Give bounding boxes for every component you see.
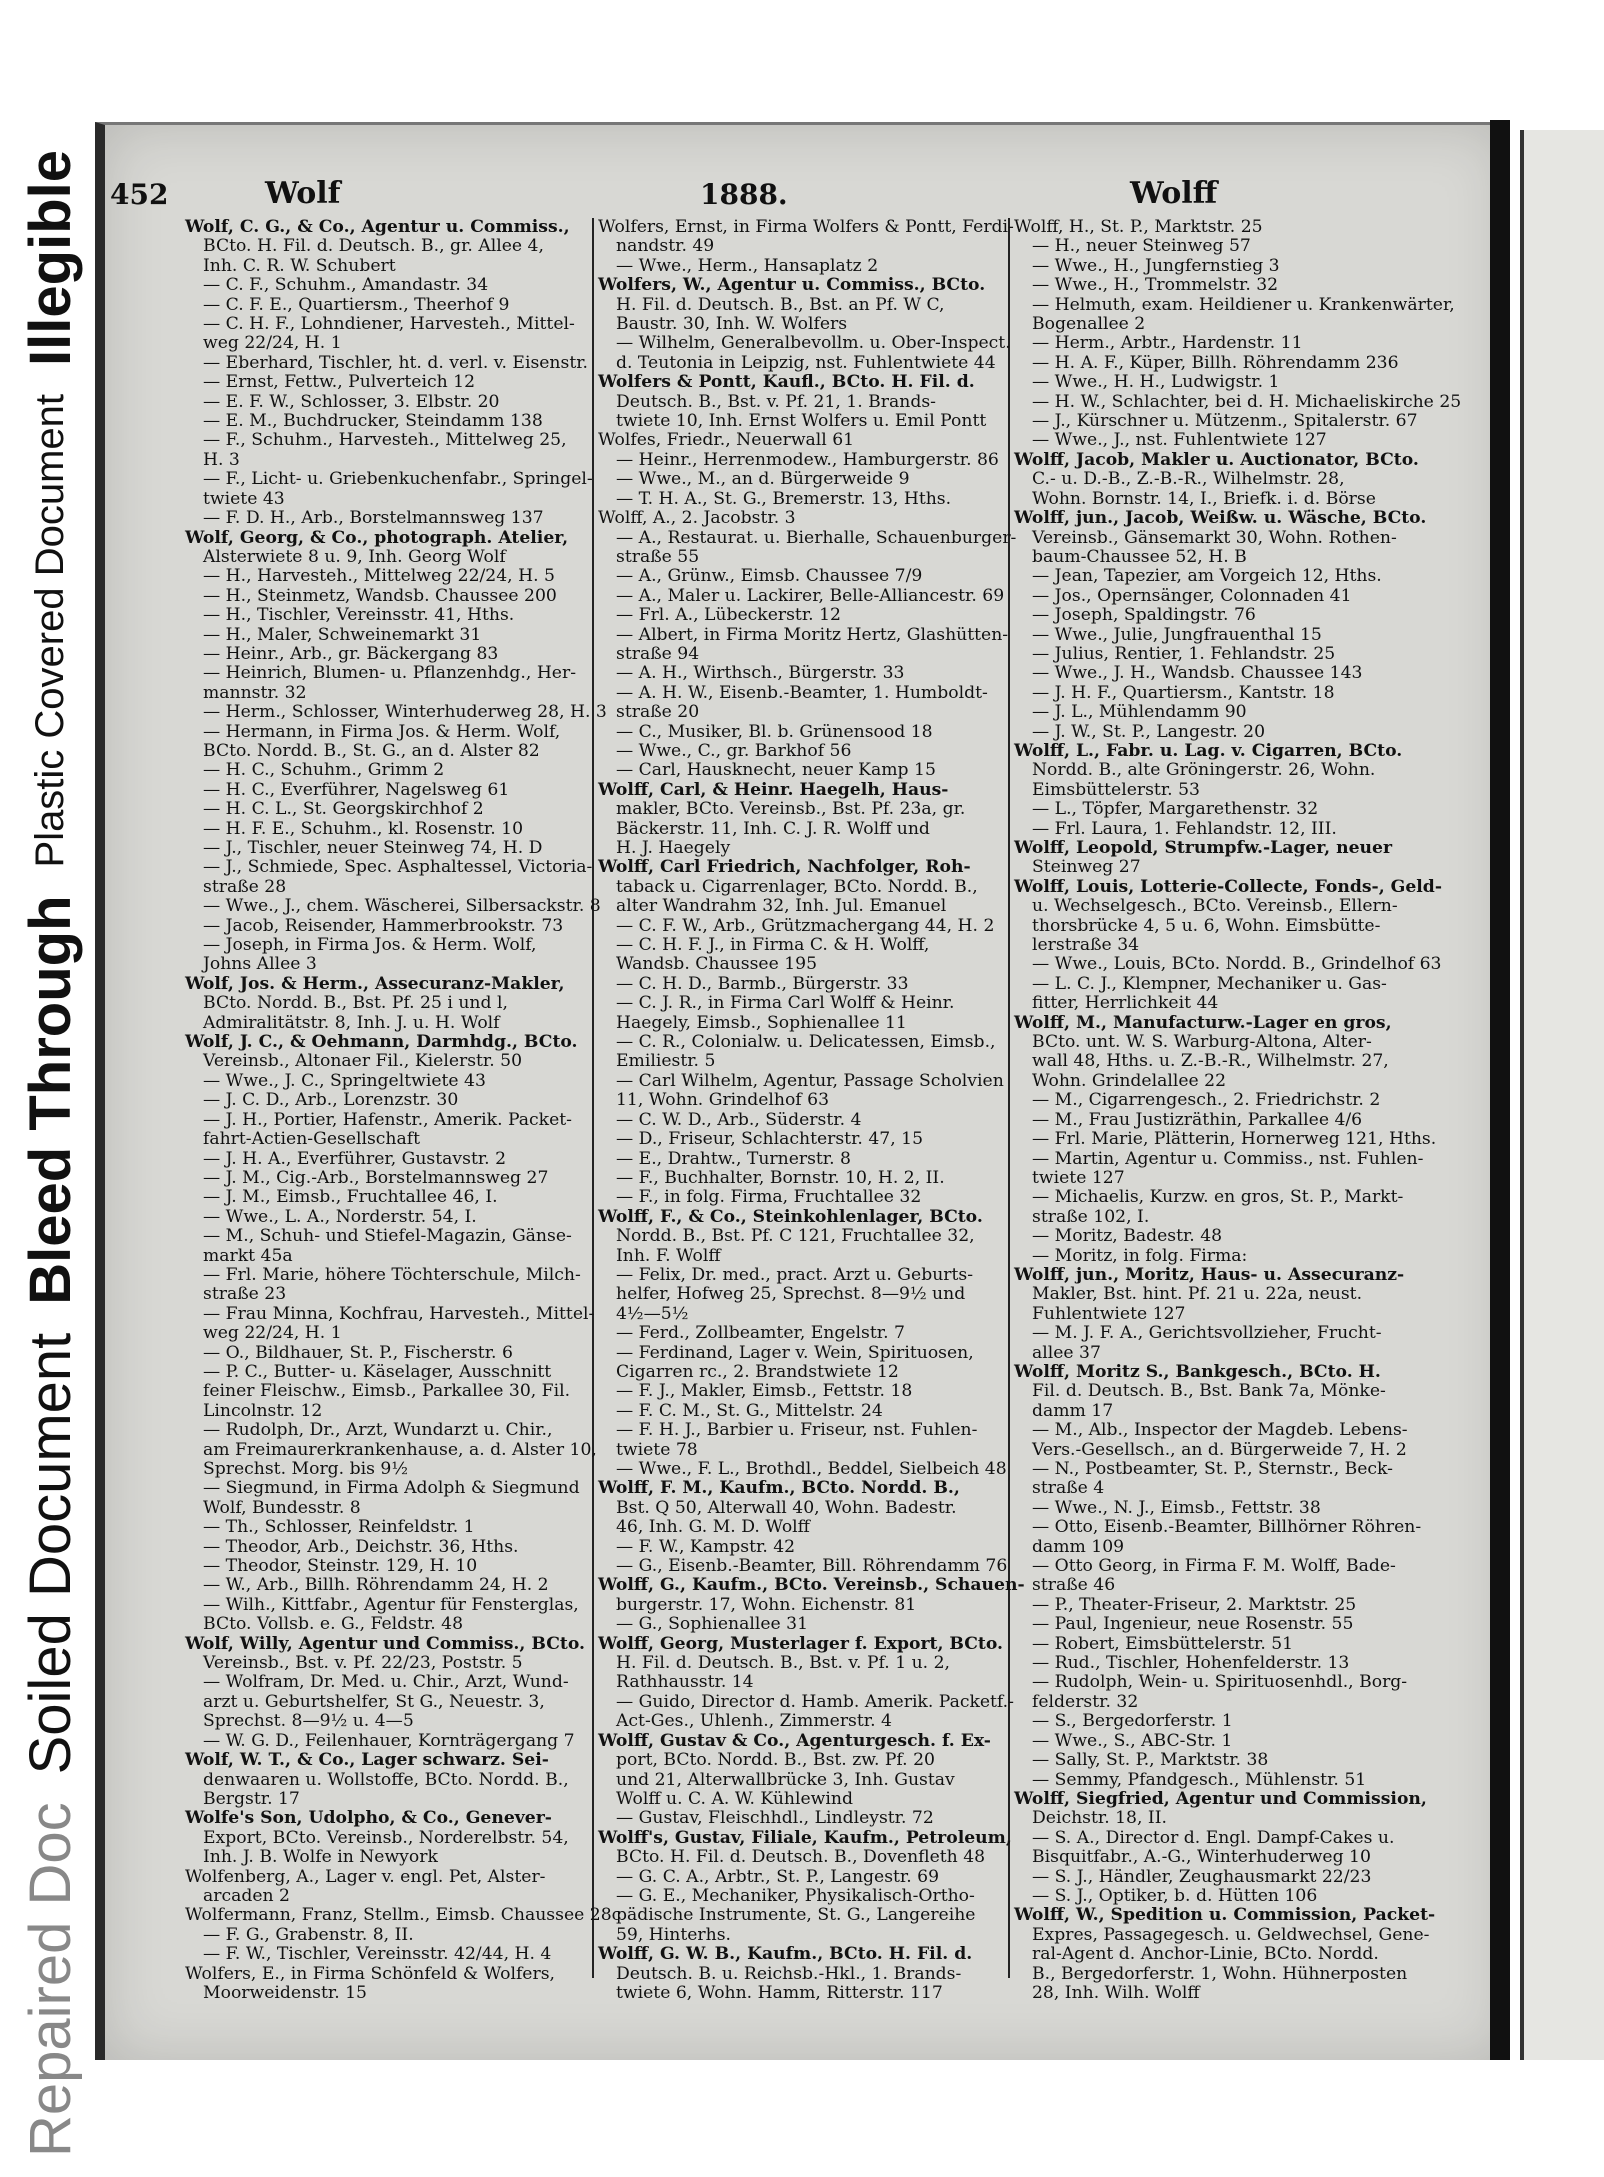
directory-entry: — Wilh., Kittfabr., Agentur für Fensterglas,: [203, 1594, 579, 1615]
directory-entry: allee 37: [1032, 1342, 1101, 1363]
directory-entry: — A., Restaurat. u. Bierhalle, Schauenburger-: [616, 527, 1017, 548]
directory-entry: Deichstr. 18, II.: [1032, 1808, 1167, 1829]
directory-entry: — Herm., Arbtr., Hardenstr. 11: [1032, 333, 1303, 354]
directory-entry: Lincolnstr. 12: [203, 1400, 323, 1421]
directory-entry: — Jean, Tapezier, am Vorgeich 12, Hths.: [1032, 566, 1382, 587]
directory-entry: — F., in folg. Firma, Fruchtallee 32: [616, 1187, 922, 1208]
directory-entry: — Heinrich, Blumen- u. Pflanzenhdg., Her-: [203, 663, 577, 684]
directory-entry: nandstr. 49: [616, 236, 715, 257]
directory-entry: Deutsch. B., Bst. v. Pf. 21, 1. Brands-: [616, 391, 936, 412]
directory-entry: — M. J. F. A., Gerichtsvollzieher, Frucht-: [1032, 1323, 1382, 1344]
directory-heading-entry: Wolff, L., Fabr. u. Lag. v. Cigarren, BCto.: [1014, 740, 1403, 761]
directory-entry: Inh. F. Wolff: [616, 1245, 721, 1266]
directory-entry: Bst. Q 50, Alterwall 40, Wohn. Badestr.: [616, 1497, 957, 1518]
directory-entry: — Heinr., Herrenmodew., Hamburgerstr. 86: [616, 449, 999, 470]
directory-entry: — F., Schuhm., Harvesteh., Mittelweg 25,: [203, 430, 567, 451]
directory-entry: — H., Steinmetz, Wandsb. Chaussee 200: [203, 585, 557, 606]
directory-entry: 46, Inh. G. M. D. Wolff: [616, 1517, 810, 1538]
directory-entry: — H. F. E., Schuhm., kl. Rosenstr. 10: [203, 818, 524, 839]
directory-heading-entry: Wolfers & Pontt, Kaufl., BCto. H. Fil. d.: [598, 372, 975, 393]
directory-entry: — Carl, Hausknecht, neuer Kamp 15: [616, 760, 936, 781]
directory-entry: straße 94: [616, 643, 700, 664]
directory-entry: Wolff, A., 2. Jacobstr. 3: [598, 508, 796, 529]
directory-entry: Deutsch. B. u. Reichsb.-Hkl., 1. Brands-: [616, 1963, 962, 1984]
directory-entry: — J., Tischler, neuer Steinweg 74, H. D: [203, 838, 543, 858]
directory-entry: — Theodor, Arb., Deichstr. 36, Hths.: [203, 1536, 519, 1557]
directory-entry: weg 22/24, H. 1: [203, 333, 342, 354]
banner-plastic-covered: Plastic Covered Document: [27, 393, 72, 868]
directory-entry: fitter, Herrlichkeit 44: [1032, 993, 1219, 1014]
directory-entry: — G., Sophienallee 31: [616, 1614, 809, 1635]
banner-illegible: Illegible: [17, 150, 83, 366]
directory-entry: — Ferd., Zollbeamter, Engelstr. 7: [616, 1323, 905, 1344]
directory-entry: C.- u. D.-B., Z.-B.-R., Wilhelmstr. 28,: [1032, 469, 1345, 490]
facing-page-edge: [1520, 130, 1604, 2060]
directory-entry: — Siegmund, in Firma Adolph & Siegmund: [203, 1478, 580, 1499]
directory-entry: straße 20: [616, 702, 700, 723]
directory-entry: twiete 43: [203, 488, 285, 509]
directory-entry: Wolf, Bundesstr. 8: [203, 1497, 361, 1518]
directory-entry: — Hermann, in Firma Jos. & Herm. Wolf,: [203, 721, 561, 742]
directory-entry: — Wwe., H. H., Ludwigstr. 1: [1032, 372, 1280, 393]
directory-entry: Baustr. 30, Inh. W. Wolfers: [616, 314, 848, 335]
directory-entry: BCto. Vollsb. e. G., Feldstr. 48: [203, 1614, 464, 1635]
directory-heading-entry: Wolff, Louis, Lotterie-Collecte, Fonds-, Geld-: [1014, 876, 1442, 897]
directory-entry: — J. W., St. P., Langestr. 20: [1032, 721, 1266, 742]
directory-entry: — H., Maler, Schweinemarkt 31: [203, 624, 482, 645]
directory-entry: — M., Cigarrengesch., 2. Friedrichstr. 2: [1032, 1090, 1381, 1111]
directory-entry: — E. M., Buchdrucker, Steindamm 138: [203, 411, 543, 432]
directory-entry: — Moritz, in folg. Firma:: [1032, 1245, 1248, 1266]
directory-entry: — S. J., Optiker, b. d. Hütten 106: [1032, 1885, 1318, 1906]
directory-entry: — Otto, Eisenb.-Beamter, Billhörner Röhren-: [1032, 1517, 1422, 1538]
directory-entry: — Joseph, in Firma Jos. & Herm. Wolf,: [203, 935, 537, 956]
banner-repaired: Repaired Doc: [17, 1802, 83, 2158]
directory-entry: — Wwe., J. H., Wandsb. Chaussee 143: [1032, 663, 1363, 684]
directory-entry: — F. H. J., Barbier u. Friseur, nst. Fuhlen-: [616, 1420, 978, 1441]
directory-entry: Act-Ges., Uhlenh., Zimmerstr. 4: [616, 1711, 892, 1732]
directory-heading-entry: Wolff's, Gustav, Filiale, Kaufm., Petroleum,: [598, 1827, 1012, 1848]
directory-entry: — C. W. D., Arb., Süderstr. 4: [616, 1109, 862, 1130]
directory-entry: d. Teutonia in Leipzig, nst. Fuhlentwiete 44: [616, 352, 996, 373]
directory-entry: Vereinsb., Bst. v. Pf. 22/23, Poststr. 5: [203, 1653, 523, 1674]
directory-entry: — J. L., Mühlendamm 90: [1032, 702, 1247, 723]
directory-heading-entry: Wolff, Siegfried, Agentur und Commission,: [1014, 1788, 1427, 1809]
directory-entry: — F. J., Makler, Eimsb., Fettstr. 18: [616, 1381, 913, 1402]
directory-entry: Wohn. Bornstr. 14, I., Briefk. i. d. Börse: [1032, 488, 1376, 509]
directory-entry: Wolff u. C. A. W. Kühlewind: [616, 1788, 853, 1809]
directory-entry: lerstraße 34: [1032, 935, 1140, 956]
directory-entry: H. Fil. d. Deutsch. B., Bst. an Pf. W C,: [616, 294, 945, 315]
directory-entry: — Sally, St. P., Marktstr. 38: [1032, 1750, 1269, 1771]
directory-entry: Moorweidenstr. 15: [203, 1982, 367, 2003]
directory-entry: — S. J., Händler, Zeughausmarkt 22/23: [1032, 1866, 1372, 1887]
directory-entry: BCto. H. Fil. d. Deutsch. B., Dovenfleth 48: [616, 1847, 986, 1868]
directory-entry: Sprechst. Morg. bis 9½: [203, 1459, 408, 1479]
directory-heading-entry: Wolff, jun., Moritz, Haus- u. Assecuranz-: [1014, 1264, 1405, 1285]
directory-entry: — F., Buchhalter, Bornstr. 10, H. 2, II.: [616, 1167, 945, 1188]
directory-entry: — Theodor, Steinstr. 129, H. 10: [203, 1556, 478, 1577]
directory-entry: u. Wechselgesch., BCto. Vereinsb., Ellern-: [1032, 896, 1398, 917]
directory-entry: burgerstr. 17, Wohn. Eichenstr. 81: [616, 1594, 917, 1615]
banner-bleed-through: Bleed Through: [17, 895, 83, 1305]
directory-entry: — Martin, Agentur u. Commiss., nst. Fuhlen-: [1032, 1148, 1424, 1169]
directory-heading-entry: Wolf, W. T., & Co., Lager schwarz. Sei-: [185, 1750, 549, 1771]
directory-entry: — H. C., Schuhm., Grimm 2: [203, 760, 445, 781]
directory-entry: — Julius, Rentier, 1. Fehlandstr. 25: [1032, 643, 1336, 664]
directory-entry: — J., Schmiede, Spec. Asphaltessel, Victoria-: [203, 857, 593, 878]
directory-entry: 11, Wohn. Grindelhof 63: [616, 1090, 830, 1111]
directory-entry: straße 46: [1032, 1575, 1116, 1596]
directory-entry: — H. A. F., Küper, Billh. Röhrendamm 236: [1032, 352, 1399, 373]
directory-entry: — H. C., Everführer, Nagelsweg 61: [203, 779, 510, 800]
directory-entry: — Rudolph, Wein- u. Spirituosenhdl., Borg-: [1032, 1672, 1408, 1693]
directory-entry: — Rud., Tischler, Hohenfelderstr. 13: [1032, 1653, 1350, 1674]
directory-heading-entry: Wolf, Georg, & Co., photograph. Atelier,: [185, 527, 569, 548]
directory-entry: — Wwe., H., Jungfernstieg 3: [1032, 255, 1280, 276]
directory-entry: — F. C. M., St. G., Mittelstr. 24: [616, 1400, 883, 1421]
directory-entry: Wolfenberg, A., Lager v. engl. Pet, Alster-: [185, 1866, 546, 1887]
directory-entry: ral-Agent d. Anchor-Linie, BCto. Nordd.: [1032, 1944, 1379, 1965]
directory-entry: straße 23: [203, 1284, 287, 1305]
directory-entry: Bogenallee 2: [1032, 314, 1146, 335]
directory-entry: Steinweg 27: [1032, 857, 1141, 878]
directory-entry: wall 48, Hths. u. Z.-B.-R., Wilhelmstr. 27,: [1032, 1051, 1389, 1072]
directory-entry: Eimsbüttelerstr. 53: [1032, 779, 1200, 800]
directory-entry: — Wolfram, Dr. Med. u. Chir., Arzt, Wund-: [203, 1672, 569, 1693]
directory-entry: Nordd. B., Bst. Pf. C 121, Fruchtallee 32,: [616, 1226, 975, 1247]
directory-entry: — S., Bergedorferstr. 1: [1032, 1711, 1233, 1732]
directory-entry: — A. H. W., Eisenb.-Beamter, 1. Humboldt-: [616, 682, 988, 703]
directory-entry: Wolff, H., St. P., Marktstr. 25: [1014, 217, 1263, 237]
header-right-word: Wolff: [1130, 176, 1218, 211]
directory-entry: — E., Drahtw., Turnerstr. 8: [616, 1148, 851, 1169]
directory-column-2: [598, 217, 1025, 2003]
directory-entry: — Frl. Laura, 1. Fehlandstr. 12, III.: [1032, 818, 1337, 839]
directory-entry: twiete 127: [1032, 1167, 1125, 1188]
directory-entry: — Ernst, Fettw., Pulverteich 12: [203, 372, 476, 393]
directory-entry: Wolfers, Ernst, in Firma Wolfers & Pontt, Ferdi-: [598, 217, 1014, 237]
directory-entry: Export, BCto. Vereinsb., Norderelbstr. 54,: [203, 1827, 569, 1848]
directory-entry: am Freimaurerkrankenhause, a. d. Alster 10,: [203, 1439, 597, 1460]
directory-heading-entry: Wolf, C. G., & Co., Agentur u. Commiss.,: [185, 217, 570, 237]
directory-entry: — A., Maler u. Lackirer, Belle-Alliancestr. 69: [616, 585, 1005, 606]
directory-entry: BCto. H. Fil. d. Deutsch. B., gr. Allee 4,: [203, 236, 544, 257]
directory-entry: — H. W., Schlachter, bei d. H. Michaeliskirche 25: [1032, 391, 1462, 412]
directory-entry: — F. G., Grabenstr. 8, II.: [203, 1924, 414, 1945]
directory-entry: — C. F., Schuhm., Amandastr. 34: [203, 275, 489, 296]
directory-entry: Makler, Bst. hint. Pf. 21 u. 22a, neust.: [1032, 1284, 1363, 1305]
directory-heading-entry: Wolff, F., & Co., Steinkohlenlager, BCto.: [598, 1206, 983, 1227]
directory-heading-entry: Wolf, Willy, Agentur und Commiss., BCto.: [185, 1633, 585, 1654]
directory-entry: — E. F. W., Schlosser, 3. Elbstr. 20: [203, 391, 500, 412]
directory-entry: — Wwe., J. C., Springeltwiete 43: [203, 1070, 486, 1091]
directory-entry: — Carl Wilhelm, Agentur, Passage Scholvien: [616, 1070, 1004, 1091]
directory-entry: denwaaren u. Wollstoffe, BCto. Nordd. B.,: [203, 1769, 569, 1790]
directory-entry: — Wwe., F. L., Brothdl., Beddel, Sielbeich 48: [616, 1459, 1007, 1479]
directory-column-3: [1014, 217, 1462, 2003]
directory-entry: markt 45a: [203, 1245, 293, 1266]
directory-heading-entry: Wolff, Carl, & Heinr. Haegelh, Haus-: [598, 779, 949, 800]
directory-entry: — Felix, Dr. med., pract. Arzt u. Geburts-: [616, 1264, 974, 1285]
directory-entry: — H., neuer Steinweg 57: [1032, 236, 1251, 257]
header-left-word: Wolf: [265, 176, 341, 211]
directory-entry: — Wwe., Julie, Jungfrauenthal 15: [1032, 624, 1322, 645]
directory-entry: — Eberhard, Tischler, ht. d. verl. v. Eisenstr.: [203, 352, 589, 373]
directory-entry: Bäckerstr. 11, Inh. C. J. R. Wolff und: [616, 818, 930, 839]
directory-entry: 59, Hinterhs.: [616, 1924, 732, 1945]
directory-entry: — C. J. R., in Firma Carl Wolff & Heinr.: [616, 993, 955, 1014]
directory-entry: — Paul, Ingenieur, neue Rosenstr. 55: [1032, 1614, 1354, 1635]
directory-entry: Haegely, Eimsb., Sophienallee 11: [616, 1012, 907, 1033]
directory-entry: — C. H. F. J., in Firma C. & H. Wolff,: [616, 935, 930, 956]
directory-heading-entry: Wolff, W., Spedition u. Commission, Packet-: [1014, 1905, 1436, 1926]
directory-entry: — F., Licht- u. Griebenkuchenfabr., Springel-: [203, 469, 593, 490]
directory-entry: — G., Eisenb.-Beamter, Bill. Röhrendamm 76: [616, 1556, 1008, 1577]
directory-entry: — Wwe., J., chem. Wäscherei, Silbersackstr. 8: [203, 896, 601, 917]
directory-entry: — Gustav, Fleischhdl., Lindleystr. 72: [616, 1808, 934, 1829]
directory-entry: — H., Tischler, Vereinsstr. 41, Hths.: [203, 605, 515, 626]
directory-entry: — Wwe., N. J., Eimsb., Fettstr. 38: [1032, 1497, 1321, 1518]
directory-entry: — C. F. W., Arb., Grützmachergang 44, H. 2: [616, 915, 995, 936]
directory-entry: — C., Musiker, Bl. b. Grünensood 18: [616, 721, 933, 742]
directory-heading-entry: Wolff, Moritz S., Bankgesch., BCto. H.: [1014, 1361, 1381, 1382]
directory-entry: — Wwe., Louis, BCto. Nordd. B., Grindelhof 63: [1032, 954, 1442, 975]
directory-entry: H. 3: [203, 449, 240, 470]
directory-entry: arzt u. Geburtshelfer, St G., Neuestr. 3,: [203, 1691, 545, 1712]
directory-entry: — Wwe., C., gr. Barkhof 56: [616, 740, 852, 761]
directory-entry: Bergstr. 17: [203, 1788, 300, 1809]
directory-entry: Vereinsb., Gänsemarkt 30, Wohn. Rothen-: [1032, 527, 1397, 548]
directory-entry: — Joseph, Spaldingstr. 76: [1032, 605, 1256, 626]
directory-entry: — J. H. F., Quartiersm., Kantstr. 18: [1032, 682, 1335, 703]
directory-entry: taback u. Cigarrenlager, BCto. Nordd. B.,: [616, 876, 978, 897]
directory-entry: — Otto Georg, in Firma F. M. Wolff, Bade-: [1032, 1556, 1396, 1577]
directory-entry: weg 22/24, H. 1: [203, 1323, 342, 1344]
directory-entry: Rathhausstr. 14: [616, 1672, 754, 1693]
directory-entry: — C. H. F., Lohndiener, Harvesteh., Mittel-: [203, 314, 575, 335]
directory-entry: Cigarren rc., 2. Brandstwiete 12: [616, 1361, 899, 1382]
directory-entry: — Albert, in Firma Moritz Hertz, Glashütten-: [616, 624, 1009, 645]
directory-entry: straße 55: [616, 546, 700, 567]
directory-entry: — M., Schuh- und Stiefel-Magazin, Gänse-: [203, 1226, 572, 1247]
directory-entry: — Moritz, Badestr. 48: [1032, 1226, 1223, 1247]
directory-entry: Nordd. B., alte Gröningerstr. 26, Wohn.: [1032, 760, 1376, 781]
directory-heading-entry: Wolff, F. M., Kaufm., BCto. Nordd. B.,: [598, 1478, 960, 1499]
directory-entry: — F. D. H., Arb., Borstelmannsweg 137: [203, 508, 544, 529]
directory-entry: H. Fil. d. Deutsch. B., Bst. v. Pf. 1 u. 2,: [616, 1653, 950, 1674]
directory-entry: — L., Töpfer, Margarethenstr. 32: [1032, 799, 1319, 820]
directory-heading-entry: Wolff, M., Manufacturw.-Lager en gros,: [1014, 1012, 1392, 1033]
directory-entry: — Jos., Opernsänger, Colonnaden 41: [1032, 585, 1352, 606]
directory-entry: — Frau Minna, Kochfrau, Harvesteh., Mittel-: [203, 1303, 595, 1324]
directory-heading-entry: Wolff, Leopold, Strumpfw.-Lager, neuer: [1014, 838, 1392, 858]
directory-entry: Emiliestr. 5: [616, 1051, 716, 1072]
directory-entry: straße 4: [1032, 1478, 1105, 1499]
directory-entry: port, BCto. Nordd. B., Bst. zw. Pf. 20: [616, 1750, 935, 1771]
directory-heading-entry: Wolff, Jacob, Makler u. Auctionator, BCto.: [1014, 449, 1419, 470]
directory-entry: Expres, Passagegesch. u. Geldwechsel, Gene-: [1032, 1924, 1430, 1945]
directory-heading-entry: Wolff, Georg, Musterlager f. Export, BCto.: [598, 1633, 1004, 1654]
directory-entry: Vers.-Gesellsch., an d. Bürgerweide 7, H. 2: [1032, 1439, 1407, 1460]
directory-entry: baum-Chaussee 52, H. B: [1032, 546, 1247, 567]
directory-entry: — F. W., Tischler, Vereinsstr. 42/44, H. 4: [203, 1944, 552, 1965]
directory-entry: BCto. unt. W. S. Warburg-Altona, Alter-: [1032, 1032, 1372, 1053]
page-gutter: [1490, 120, 1510, 2060]
directory-entry: damm 109: [1032, 1536, 1125, 1557]
directory-entry: — Wwe., L. A., Norderstr. 54, I.: [203, 1206, 477, 1227]
directory-entry: — Wwe., H., Trommelstr. 32: [1032, 275, 1279, 296]
directory-entry: — J. C. D., Arb., Lorenzstr. 30: [203, 1090, 459, 1111]
directory-entry: straße 28: [203, 876, 287, 897]
directory-entry: Fil. d. Deutsch. B., Bst. Bank 7a, Mönke-: [1032, 1381, 1386, 1402]
directory-entry: thorsbrücke 4, 5 u. 6, Wohn. Eimsbütte-: [1032, 915, 1381, 936]
directory-entry: — G. E., Mechaniker, Physikalisch-Ortho-: [616, 1885, 975, 1906]
directory-entry: Alsterwiete 8 u. 9, Inh. Georg Wolf: [203, 546, 506, 567]
directory-entry: Inh. J. B. Wolfe in Newyork: [203, 1847, 438, 1868]
directory-entry: 4½—5½: [616, 1303, 689, 1324]
directory-entry: und 21, Alterwallbrücke 3, Inh. Gustav: [616, 1769, 955, 1790]
directory-entry: straße 102, I.: [1032, 1206, 1150, 1227]
directory-heading-entry: Wolf, J. C., & Oehmann, Darmhdg., BCto.: [185, 1032, 578, 1053]
directory-entry: makler, BCto. Vereinsb., Bst. Pf. 23a, gr.: [616, 799, 966, 820]
directory-entry: — Robert, Eimsbüttelerstr. 51: [1032, 1633, 1294, 1654]
directory-heading-entry: Wolff, Gustav & Co., Agenturgesch. f. Ex-: [598, 1730, 991, 1751]
directory-entry: twiete 10, Inh. Ernst Wolfers u. Emil Pontt: [616, 411, 987, 432]
directory-entry: — Wwe., S., ABC-Str. 1: [1032, 1730, 1233, 1751]
directory-entry: — Guido, Director d. Hamb. Amerik. Packetf.-: [616, 1691, 1014, 1712]
directory-entry: feiner Fleischw., Eimsb., Parkallee 30, Fil.: [203, 1381, 571, 1402]
directory-entry: damm 17: [1032, 1400, 1114, 1421]
directory-entry: — Ferdinand, Lager v. Wein, Spirituosen,: [616, 1342, 974, 1363]
directory-entry: — Frl. Marie, höhere Töchterschule, Milch-: [203, 1264, 581, 1285]
directory-entry: 28, Inh. Wilh. Wolff: [1032, 1982, 1200, 2003]
directory-entry: pädische Instrumente, St. G., Langereihe: [616, 1905, 976, 1926]
directory-entry: — J. H. A., Everführer, Gustavstr. 2: [203, 1148, 507, 1169]
directory-heading-entry: Wolfe's Son, Udolpho, & Co., Genever-: [185, 1808, 552, 1829]
directory-entry: Admiralitätstr. 8, Inh. J. u. H. Wolf: [203, 1012, 500, 1033]
directory-entry: felderstr. 32: [1032, 1691, 1139, 1712]
directory-entry: — M., Frau Justizräthin, Parkallee 4/6: [1032, 1109, 1363, 1130]
directory-entry: Wolfers, E., in Firma Schönfeld & Wolfers,: [185, 1963, 555, 1984]
header-year: 1888.: [700, 178, 788, 211]
directory-entry: — P. C., Butter- u. Käselager, Ausschnitt: [203, 1361, 552, 1382]
directory-entry: Sprechst. 8—9½ u. 4—5: [203, 1711, 414, 1732]
directory-entry: — C. R., Colonialw. u. Delicatessen, Eimsb.,: [616, 1032, 996, 1053]
directory-entry: Johns Allee 3: [203, 954, 317, 975]
directory-heading-entry: Wolf, Jos. & Herm., Assecuranz-Makler,: [185, 973, 565, 994]
directory-entry: — H., Harvesteh., Mittelweg 22/24, H. 5: [203, 566, 555, 587]
directory-entry: — C. F. E., Quartiersm., Theerhof 9: [203, 294, 510, 315]
directory-entry: Wohn. Grindelallee 22: [1032, 1070, 1227, 1091]
directory-entry: fahrt-Actien-Gesellschaft: [203, 1129, 421, 1150]
directory-entry: — Michaelis, Kurzw. en gros, St. P., Markt-: [1032, 1187, 1404, 1208]
directory-entry: — Herm., Schlosser, Winterhuderweg 28, H. 3: [203, 702, 607, 723]
directory-entry: — C. H. D., Barmb., Bürgerstr. 33: [616, 973, 909, 994]
directory-entry: — N., Postbeamter, St. P., Sternstr., Beck-: [1032, 1459, 1393, 1479]
directory-entry: twiete 6, Wohn. Hamm, Ritterstr. 117: [616, 1982, 943, 2003]
directory-entry: Wolfermann, Franz, Stellm., Eimsb. Chaussee 28c: [185, 1905, 622, 1926]
page-header: [110, 176, 1218, 218]
directory-entry: Wandsb. Chaussee 195: [616, 954, 818, 975]
directory-entry: — A., Grünw., Eimsb. Chaussee 7/9: [616, 566, 923, 587]
directory-entry: mannstr. 32: [203, 682, 307, 703]
directory-entry: — F. W., Kampstr. 42: [616, 1536, 796, 1557]
directory-entry: — T. H. A., St. G., Bremerstr. 13, Hths.: [616, 488, 952, 509]
directory-entry: — Th., Schlosser, Reinfeldstr. 1: [203, 1517, 475, 1538]
directory-entry: — Frl. A., Lübeckerstr. 12: [616, 605, 841, 626]
side-banner: [0, 150, 100, 2158]
directory-entry: — H. C. L., St. Georgskirchhof 2: [203, 799, 484, 820]
directory-entry: B., Bergedorferstr. 1, Wohn. Hühnerposten: [1032, 1963, 1408, 1984]
directory-entry: BCto. Nordd. B., St. G., an d. Alster 82: [203, 740, 540, 761]
directory-entry: alter Wandrahm 32, Inh. Jul. Emanuel: [616, 896, 947, 917]
directory-entry: — W. G. D., Feilenhauer, Kornträgergang 7: [203, 1730, 575, 1751]
directory-column-1: [185, 217, 622, 2003]
directory-heading-entry: Wolff, G. W. B., Kaufm., BCto. H. Fil. d.: [598, 1944, 973, 1965]
directory-entry: — Semmy, Pfandgesch., Mühlenstr. 51: [1032, 1769, 1367, 1790]
directory-entry: — Rudolph, Dr., Arzt, Wundarzt u. Chir.,: [203, 1420, 553, 1441]
directory-entry: Bisquitfabr., A.-G., Winterhuderweg 10: [1032, 1847, 1371, 1868]
directory-entry: — Wilhelm, Generalbevollm. u. Ober-Inspect.: [616, 333, 1011, 354]
directory-entry: — Helmuth, exam. Heildiener u. Krankenwärter,: [1032, 294, 1455, 315]
directory-entry: — O., Bildhauer, St. P., Fischerstr. 6: [203, 1342, 513, 1363]
directory-entry: helfer, Hofweg 25, Sprechst. 8—9½ und: [616, 1284, 966, 1305]
directory-entry: — J., Kürschner u. Mützenm., Spitalerstr. 67: [1032, 411, 1418, 432]
banner-soiled: Soiled Document: [17, 1332, 83, 1775]
directory-entry: Wolfes, Friedr., Neuerwall 61: [598, 430, 855, 451]
directory-entry: Vereinsb., Altonaer Fil., Kielerstr. 50: [203, 1051, 523, 1072]
directory-entry: — Jacob, Reisender, Hammerbrookstr. 73: [203, 915, 564, 936]
directory-entry: — L. C. J., Klempner, Mechaniker u. Gas-: [1032, 973, 1387, 994]
directory-heading-entry: Wolff, jun., Jacob, Weißw. u. Wäsche, BCto.: [1014, 508, 1427, 529]
directory-entry: — J. M., Eimsb., Fruchtallee 46, I.: [203, 1187, 498, 1208]
directory-entry: — Wwe., J., nst. Fuhlentwiete 127: [1032, 430, 1327, 451]
directory-entry: BCto. Nordd. B., Bst. Pf. 25 i und l,: [203, 993, 508, 1014]
directory-entry: Inh. C. R. W. Schubert: [203, 255, 396, 276]
directory-entry: — Heinr., Arb., gr. Bäckergang 83: [203, 643, 499, 664]
directory-entry: — G. C. A., Arbtr., St. P., Langestr. 69: [616, 1866, 940, 1887]
directory-entry: — M., Alb., Inspector der Magdeb. Lebens-: [1032, 1420, 1408, 1441]
directory-entry: — Wwe., M., an d. Bürgerweide 9: [616, 469, 910, 490]
directory-heading-entry: Wolff, Carl Friedrich, Nachfolger, Roh-: [598, 857, 971, 878]
directory-entry: Fuhlentwiete 127: [1032, 1303, 1186, 1324]
directory-entry: H. J. Haegely: [616, 838, 731, 858]
directory-entry: — Wwe., Herm., Hansaplatz 2: [616, 255, 879, 276]
directory-heading-entry: Wolfers, W., Agentur u. Commiss., BCto.: [598, 275, 986, 296]
directory-entry: — A. H., Wirthsch., Bürgerstr. 33: [616, 663, 905, 684]
directory-entry: arcaden 2: [203, 1885, 290, 1906]
directory-entry: — W., Arb., Billh. Röhrendamm 24, H. 2: [203, 1575, 549, 1596]
directory-entry: — D., Friseur, Schlachterstr. 47, 15: [616, 1129, 924, 1150]
directory-entry: — Frl. Marie, Plätterin, Hornerweg 121, Hths.: [1032, 1129, 1437, 1150]
directory-heading-entry: Wolff, G., Kaufm., BCto. Vereinsb., Schauen-: [598, 1575, 1025, 1596]
page-number: 452: [110, 178, 169, 211]
directory-entry: twiete 78: [616, 1439, 698, 1460]
directory-entry: — J. M., Cig.-Arb., Borstelmannsweg 27: [203, 1167, 549, 1188]
directory-entry: — P., Theater-Friseur, 2. Marktstr. 25: [1032, 1594, 1357, 1615]
directory-entry: — J. H., Portier, Hafenstr., Amerik. Packet-: [203, 1109, 572, 1130]
directory-entry: — S. A., Director d. Engl. Dampf-Cakes u.: [1032, 1827, 1395, 1848]
